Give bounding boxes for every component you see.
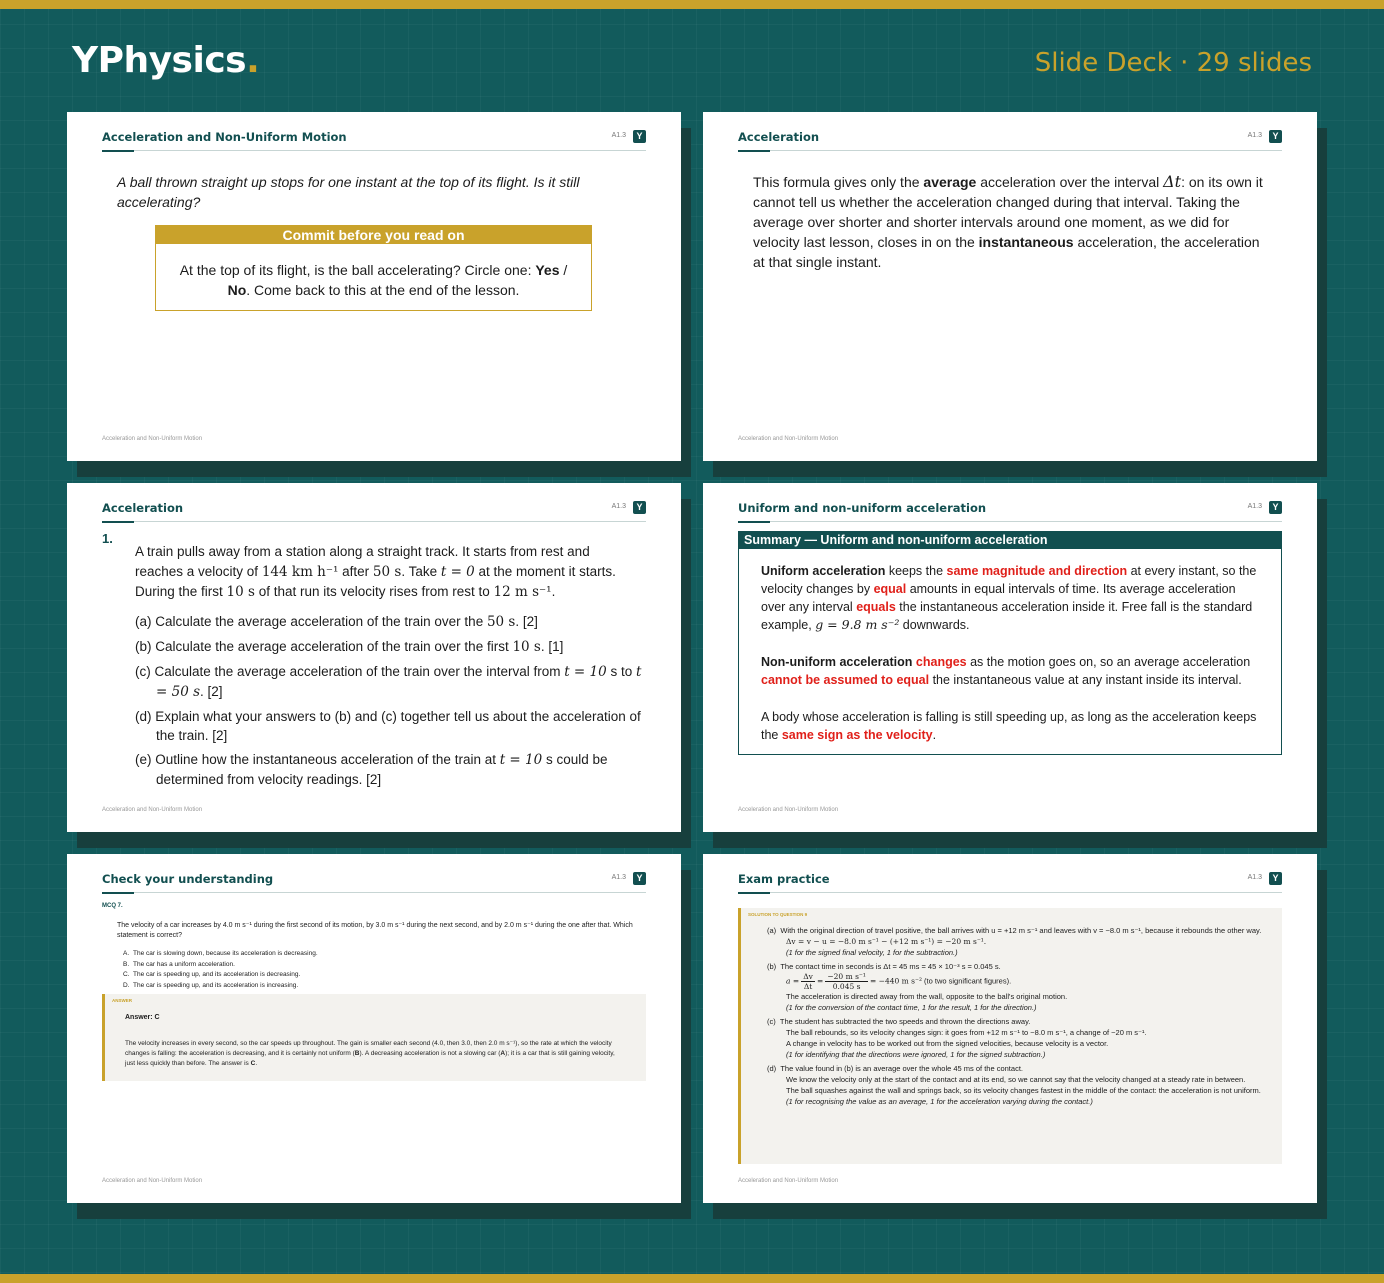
text: This formula gives only the xyxy=(753,174,924,190)
math: a = xyxy=(786,976,800,986)
text: (to two significant figures). xyxy=(921,976,1012,986)
slide-footer: Acceleration and Non-Uniform Motion xyxy=(102,1178,203,1184)
text: s to xyxy=(606,664,636,679)
text: s could be determined from velocity readings. [2] xyxy=(156,752,608,787)
solution-part-c xyxy=(767,1016,1275,1060)
option-text: The car is speeding up, and its acceleration is increasing. xyxy=(133,981,299,989)
math: 10 s xyxy=(226,584,255,600)
summary-box xyxy=(738,531,1282,755)
text: The velocity increases in every second, so the car speeds up throughout. The gain is smaller each second (4.0, then 3.0, then 2.0 m s⁻¹), so the rate at which the velocity changes is falling: the acceleration is decreasing, and it is certainly not uniform ( xyxy=(125,1040,612,1057)
title-underline xyxy=(102,521,134,523)
math: 12 m s⁻¹ xyxy=(493,584,552,600)
brand-mark-icon: Y xyxy=(633,872,646,885)
mark-scheme-note: (1 for the conversion of the contact time, 1 for the result, 1 for the direction.) xyxy=(786,1003,1037,1012)
text: at the moment it starts. During the first xyxy=(135,564,616,599)
option-key: D. xyxy=(123,981,130,989)
text: The contact time in seconds is Δt = 45 ms = 45 × 10⁻³ s = 0.045 s. xyxy=(780,962,1001,971)
text: downwards. xyxy=(899,618,970,632)
commit-box-title: Commit before you read on xyxy=(156,226,591,244)
math: = xyxy=(816,976,824,986)
solution-parts xyxy=(767,925,1275,1110)
emphasis: B xyxy=(354,1050,360,1057)
slide-footer: Acceleration and Non-Uniform Motion xyxy=(102,436,203,442)
slide-thumbnail-6[interactable] xyxy=(703,854,1317,1203)
fraction xyxy=(801,972,815,991)
term: Non-uniform acceleration xyxy=(761,655,913,669)
text: acceleration over the interval xyxy=(976,174,1164,190)
slide-title: Check your understanding xyxy=(102,872,274,886)
question-part-a xyxy=(135,612,650,632)
text: A body whose acceleration is falling is still speeding up, as long as the acceleration keeps the xyxy=(761,710,1257,742)
answer-box xyxy=(102,994,646,1081)
option-text: The car is speeding up, and its acceleration is decreasing. xyxy=(133,971,301,978)
highlight: same sign as the velocity xyxy=(781,728,933,742)
slide-title: Uniform and non-uniform acceleration xyxy=(738,501,987,515)
numerator: Δv xyxy=(803,972,813,981)
mark-scheme-note: (1 for recognising the value as an average, 1 for the acceleration varying during the contact.) xyxy=(786,1097,1093,1106)
text: With the original direction of travel positive, the ball arrives with u = +12 m s⁻¹ and leaves with v = −8.0 m s⁻¹, because it rebounds the other way. xyxy=(780,926,1262,935)
math: Δt xyxy=(1163,172,1182,191)
emphasis: C xyxy=(250,1060,256,1067)
text: . xyxy=(551,584,556,599)
body-paragraph xyxy=(753,172,1271,272)
slide-thumbnail-4[interactable] xyxy=(703,483,1317,832)
title-underline xyxy=(738,521,770,523)
slide-thumbnail-2[interactable] xyxy=(703,112,1317,461)
summary-box-title: Summary — Uniform and non-uniform acceleration xyxy=(739,532,1281,549)
question-part-d: (d) Explain what your answers to (b) and (c) together tell us about the acceleration of the train. [2] xyxy=(135,709,641,743)
solution-part-d xyxy=(767,1063,1275,1107)
brand-name: YPhysics xyxy=(72,40,247,81)
slide-title: Acceleration xyxy=(102,501,184,515)
math: g = 9.8 m s⁻² xyxy=(815,617,900,632)
text: after xyxy=(338,564,373,579)
slide-header xyxy=(738,130,1282,151)
text: . [2] xyxy=(515,614,538,629)
math: 50 s xyxy=(372,564,402,580)
title-underline xyxy=(738,892,770,894)
math: t = 10 xyxy=(499,752,543,768)
solution-part-b xyxy=(767,961,1275,1013)
slide-code: A1.3 xyxy=(1247,874,1262,881)
option-key: C. xyxy=(123,971,130,978)
equation xyxy=(786,972,1275,991)
commit-text: At the top of its flight, is the ball accelerating? Circle one: xyxy=(179,262,536,278)
slide-code: A1.3 xyxy=(611,503,626,510)
question-part-e xyxy=(135,750,650,789)
text: amounts in equal intervals of time. Its average acceleration over any interval xyxy=(761,582,1236,614)
math: 144 km h⁻¹ xyxy=(261,564,339,580)
brand-mark-icon: Y xyxy=(633,501,646,514)
emphasis: A xyxy=(500,1050,506,1057)
mark-scheme-note: (1 for identifying that the directions were ignored, 1 for the signed subtraction.) xyxy=(786,1050,1046,1059)
emphasis: instantaneous xyxy=(978,234,1074,250)
mcq-option xyxy=(123,981,318,992)
solution-part-a xyxy=(767,925,1275,958)
text: the instantaneous acceleration inside it. Free fall is the standard example, xyxy=(761,600,1253,632)
option-key: A. xyxy=(123,950,130,957)
text: . xyxy=(932,728,937,742)
text: (e) Outline how the instantaneous acceleration of the train at xyxy=(135,752,500,767)
highlight: equals xyxy=(856,600,896,614)
part-key: (a) xyxy=(767,926,777,935)
question-part-b xyxy=(135,637,650,657)
emphasis: average xyxy=(923,174,977,190)
brand-mark-icon: Y xyxy=(633,130,646,143)
summary-box-body xyxy=(739,549,1281,754)
slide-header xyxy=(102,130,646,151)
equation: Δv = v − u = −8.0 m s⁻¹ − (+12 m s⁻¹) = −20 m s⁻¹. xyxy=(786,937,987,946)
slide-header xyxy=(738,872,1282,893)
slide-title: Exam practice xyxy=(738,872,830,886)
text: The ball rebounds, so its velocity changes sign: it goes from +12 m s⁻¹ to −8.0 m s⁻¹, a change of −20 m s⁻¹. xyxy=(786,1028,1147,1037)
text: at every instant, so the velocity changes by xyxy=(761,564,1257,596)
slide-header xyxy=(102,501,646,522)
mcq-label: MCQ 7. xyxy=(102,903,123,909)
slide-title: Acceleration and Non-Uniform Motion xyxy=(102,130,347,144)
highlight: changes xyxy=(915,655,967,669)
answer-label: ANSWER xyxy=(112,998,132,1003)
mcq-option xyxy=(123,949,318,960)
brand-mark-icon: Y xyxy=(1269,501,1282,514)
commit-box-body xyxy=(156,244,591,310)
question-parts xyxy=(135,612,650,794)
text: . Take xyxy=(401,564,441,579)
slide-header xyxy=(102,872,646,893)
text: keeps the xyxy=(885,564,947,578)
deck-info: Slide Deck · 29 slides xyxy=(1034,48,1312,78)
summary-paragraph-nonuniform xyxy=(761,653,1259,689)
slide-thumbnail-5[interactable] xyxy=(67,854,681,1203)
highlight: same magnitude and direction xyxy=(946,564,1128,578)
term: Uniform acceleration xyxy=(761,564,886,578)
text: (b) Calculate the average acceleration of the train over the first xyxy=(135,639,513,654)
highlight: equal xyxy=(873,582,907,596)
math: t = 10 xyxy=(564,664,607,680)
question-number: 1. xyxy=(102,531,113,546)
math: t = 50 s xyxy=(156,664,642,700)
text: : on its own it cannot tell us whether the acceleration changed during that interval. Taking the average over shorter and shorter intervals around one moment, as we did for velocity last lesson, closes in on the xyxy=(753,174,1263,250)
title-underline xyxy=(738,150,770,152)
text: ); it is a car that is still gaining velocity, just less quickly than before. The answer is xyxy=(125,1050,615,1067)
slide-footer: Acceleration and Non-Uniform Motion xyxy=(738,436,839,442)
solution-box xyxy=(738,908,1282,1164)
part-key: (b) xyxy=(767,962,777,971)
text: A train pulls away from a station along a straight track. It starts from rest and reaches a velocity of xyxy=(135,544,590,579)
mcq-option xyxy=(123,960,318,971)
commit-separator: / xyxy=(559,262,568,278)
text: . [2] xyxy=(200,684,223,699)
numerator: −20 m s⁻¹ xyxy=(827,972,866,981)
title-underline xyxy=(102,150,134,152)
math: 50 s xyxy=(486,614,516,630)
text: . xyxy=(255,1060,258,1067)
slide-footer: Acceleration and Non-Uniform Motion xyxy=(738,807,839,813)
title-underline xyxy=(102,892,134,894)
commit-text-end: . Come back to this at the end of the lesson. xyxy=(246,282,520,298)
text: (a) Calculate the average acceleration of the train over the xyxy=(135,614,487,629)
slide-code: A1.3 xyxy=(611,874,626,881)
text: (c) Calculate the average acceleration of the train over the interval from xyxy=(135,664,565,679)
brand-mark-icon: Y xyxy=(1269,872,1282,885)
opening-question: A ball thrown straight up stops for one instant at the top of its flight. Is it still accelerating? xyxy=(117,174,580,210)
question-stem xyxy=(135,542,635,602)
mark-scheme-note: (1 for the signed final velocity, 1 for the subtraction.) xyxy=(786,948,958,957)
text: ). A decreasing acceleration is not a slowing car ( xyxy=(359,1050,501,1057)
commit-box xyxy=(155,225,592,311)
answer-line: Answer: C xyxy=(125,1014,160,1021)
slide-thumbnail-1[interactable] xyxy=(67,112,681,461)
text: The value found in (b) is an average over the whole 45 ms of the contact. xyxy=(780,1064,1023,1073)
top-accent-bar xyxy=(0,0,1384,9)
text: the instantaneous value at any instant inside its interval. xyxy=(929,673,1242,687)
slide-footer: Acceleration and Non-Uniform Motion xyxy=(102,807,203,813)
text: acceleration, the acceleration at that single instant. xyxy=(753,234,1260,270)
mcq-option xyxy=(123,970,318,981)
bottom-accent-bar xyxy=(0,1274,1384,1283)
highlight: cannot be assumed to equal xyxy=(761,673,930,687)
part-key: (c) xyxy=(767,1017,776,1026)
slide-thumbnail-3[interactable] xyxy=(67,483,681,832)
brand-mark-icon: Y xyxy=(1269,130,1282,143)
brand-dot: . xyxy=(246,40,260,81)
option-text: The car has a uniform acceleration. xyxy=(133,960,235,968)
text: of that run its velocity rises from rest to xyxy=(254,584,494,599)
summary-paragraph-uniform xyxy=(761,562,1259,634)
text: The ball squashes against the wall and springs back, so its velocity changes fastest in the middle of the contact: the acceleration is not uniform. xyxy=(786,1086,1261,1095)
part-key: (d) xyxy=(767,1064,777,1073)
mcq-stem: The velocity of a car increases by 4.0 m s⁻¹ during the first second of its motion, by 3.0 m s⁻¹ during the next second, and by 2.0 m s⁻¹ during the one after that. Which statement is correct? xyxy=(117,922,633,939)
question-part-c xyxy=(135,662,650,702)
option-no: No xyxy=(227,282,247,298)
text: The student has subtracted the two speeds and thrown the directions away. xyxy=(779,1017,1031,1026)
text: as the motion goes on, so an average acceleration xyxy=(966,655,1251,669)
math: t = 0 xyxy=(440,564,475,580)
brand-logo xyxy=(72,40,259,81)
answer-explanation xyxy=(125,1039,625,1069)
slide-header xyxy=(738,501,1282,522)
option-text: The car is slowing down, because its acceleration is decreasing. xyxy=(133,950,318,957)
denominator: 0.045 s xyxy=(832,982,861,991)
slide-code: A1.3 xyxy=(611,132,626,139)
slide-title: Acceleration xyxy=(738,130,820,144)
fraction xyxy=(825,972,868,991)
text: . [1] xyxy=(540,639,564,654)
text: The acceleration is directed away from the wall, opposite to the ball's original motion. xyxy=(786,992,1068,1001)
option-yes: Yes xyxy=(535,262,560,278)
slide-code: A1.3 xyxy=(1247,503,1262,510)
mcq-options xyxy=(123,949,318,991)
summary-paragraph-sign xyxy=(761,708,1259,744)
option-key: B. xyxy=(123,960,130,968)
math: 10 s xyxy=(512,639,541,655)
solution-label: SOLUTION TO QUESTION 9 xyxy=(748,912,808,917)
text: We know the velocity only at the start of the contact and at its end, so we cannot say that the velocity changed at a steady rate in between. xyxy=(786,1075,1246,1084)
slide-code: A1.3 xyxy=(1247,132,1262,139)
slide-footer: Acceleration and Non-Uniform Motion xyxy=(738,1178,839,1184)
math: = −440 m s⁻² xyxy=(870,976,922,986)
denominator: Δt xyxy=(803,982,813,991)
text: A change in velocity has to be worked out from the signed velocities, because velocity is a vector. xyxy=(786,1039,1109,1048)
